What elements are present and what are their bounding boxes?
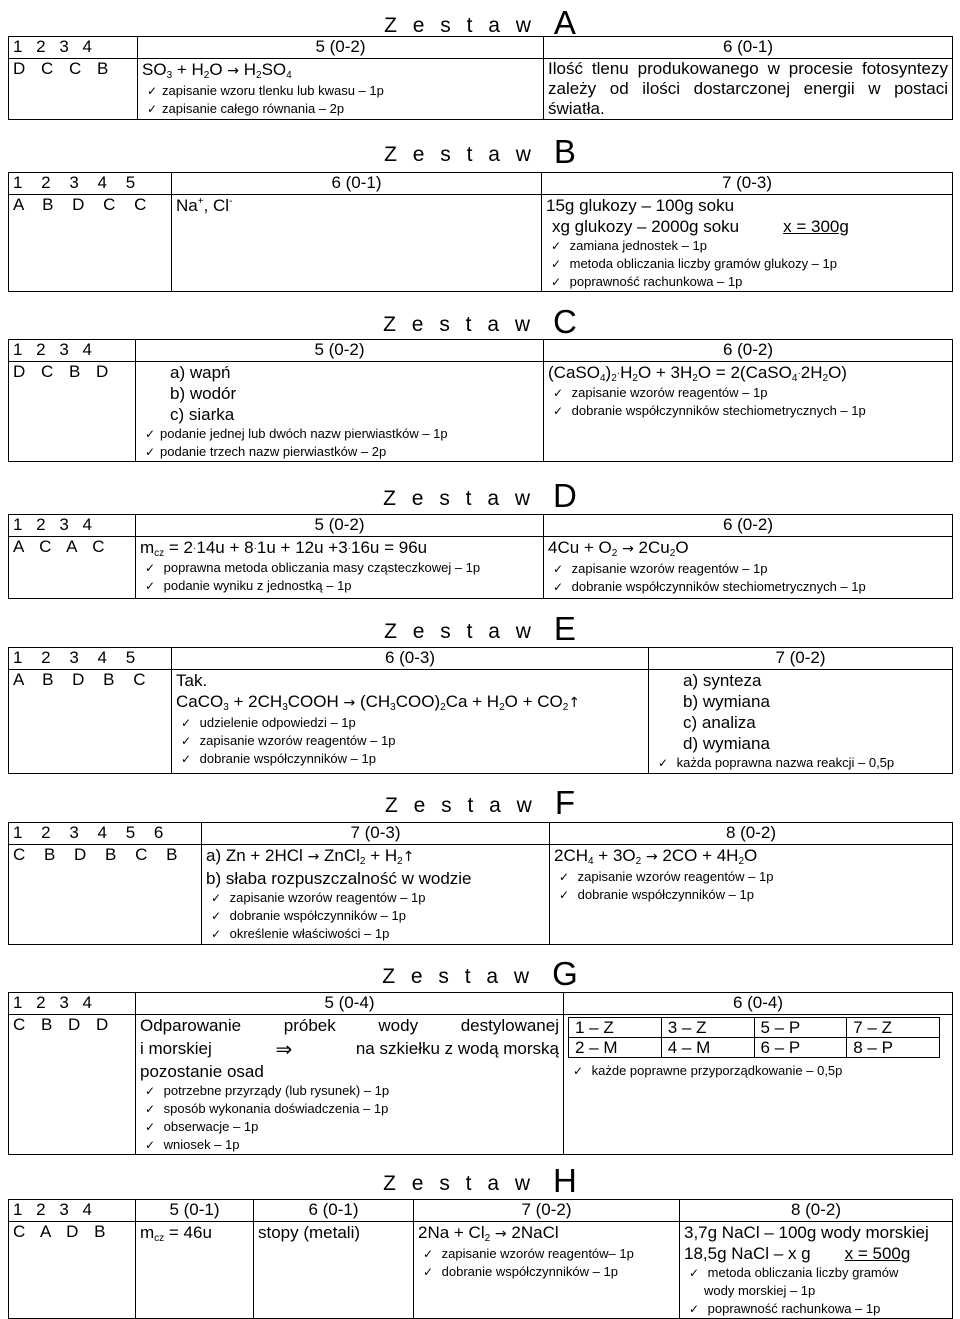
answer-table-d (8, 514, 953, 599)
closed-answers: D C B D (9, 362, 136, 462)
answer-table-b (8, 172, 953, 292)
section-heading-c: Z e s t a w C (383, 303, 577, 340)
section-letter: A (553, 4, 576, 41)
checkmark-icon: ✓ (144, 1120, 156, 1134)
criterion: ✓ podanie wyniku z jednostką – 1p (140, 577, 539, 595)
task5-answer: Odparowanie próbek wody destylowanej i morskiej ⇒ na szkiełku z wodą morską pozostanie osad ✓ potrzebne przyrządy (lub rysunek) – 1p ✓ sposób wykonania doświadczenia – 1p ✓ obserwacje – 1p ✓ wniosek – 1p (136, 1015, 564, 1155)
criterion: ✓ sposób wykonania doświadczenia – 1p (140, 1100, 559, 1118)
checkmark-icon: ✓ (146, 84, 158, 98)
criterion: ✓ podanie jednej lub dwóch nazw pierwiastków – 1p (140, 425, 539, 443)
checkmark-icon: ✓ (558, 870, 570, 884)
task6-header: 6 (0-3) (172, 648, 649, 670)
task5-header: 5 (0-2) (138, 37, 544, 59)
section-letter: B (553, 133, 576, 170)
criterion: ✓ potrzebne przyrządy (lub rysunek) – 1p (140, 1082, 559, 1100)
molar-mass: $m_{cz} = 46u$ (140, 1223, 212, 1244)
criterion: ✓ dobranie współczynników – 1p (176, 750, 644, 768)
closed-answers: A B D C C (9, 195, 172, 292)
equation: $SO_3 + H_2O \to H_2SO_4$ (142, 60, 292, 81)
task6-header: 6 (0-2) (544, 340, 953, 362)
checkmark-icon: ✓ (550, 275, 562, 289)
criterion: ✓ wniosek – 1p (140, 1136, 559, 1154)
keys-header: 1 2 3 4 (9, 340, 136, 362)
checkmark-icon: ✓ (144, 427, 156, 441)
task6-answer (564, 1015, 953, 1155)
checkmark-icon: ✓ (688, 1302, 700, 1316)
section-heading-h: Z e s t a w H (383, 1162, 577, 1199)
grid-cell: 3 – Z (661, 1018, 754, 1038)
closed-answers: C B D D (9, 1015, 136, 1155)
task6-answer (544, 362, 953, 462)
criterion: ✓ metoda obliczania liczby gramów glukozy – 1p (546, 255, 948, 273)
task6-answer: Tak. CaCO$_3$ + $2CH_3COOH \to (CH_3COO)_2Ca + H_2O$ + $CO_2↑$ ✓ udzielenie odpowiedzi – 1p ✓ zapisanie wzorów reagentów – 1p ✓ dobranie współczynników – 1p (172, 670, 649, 774)
criterion: ✓ dobranie współczynników – 1p (206, 907, 545, 925)
section-heading-a: Z e s t a w A (384, 4, 576, 41)
closed-answers: C B D B C B (9, 845, 202, 945)
checkmark-icon: ✓ (144, 1084, 156, 1098)
header-row (9, 340, 953, 362)
task5-answer: a) wapń b) wodór c) siarka ✓ podanie jednej lub dwóch nazw pierwiastków – 1p ✓ podanie trzech nazw pierwiastków – 2p (136, 362, 544, 462)
keys-header: 1 2 3 4 5 (9, 648, 172, 670)
header-row (9, 823, 953, 845)
task6-header: 6 (0-2) (544, 515, 953, 537)
task7-header: 7 (0-2) (649, 648, 953, 670)
checkmark-icon: ✓ (552, 386, 564, 400)
section-heading-e: Z e s t a w E (384, 610, 576, 647)
task7-answer (414, 1222, 680, 1319)
task7-answer: a) synteza b) wymiana c) analiza d) wymiana ✓ każda poprawna nazwa reakcji – 0,5p (649, 670, 953, 774)
criterion: ✓ każda poprawna nazwa reakcji – 0,5p (653, 754, 948, 772)
criterion: ✓ poprawność rachunkowa – 1p (546, 273, 948, 291)
keys-header: 1 2 3 4 (9, 1200, 136, 1222)
checkmark-icon: ✓ (180, 734, 192, 748)
equation: $m_{cz} = 2\cdot 14u + 8\cdot 1u + 12u +3\cdot 16u = 96u$ (140, 538, 428, 559)
closed-answers: A B D B C (9, 670, 172, 774)
keys-header: 1 2 3 4 (9, 515, 136, 537)
implies-arrow-icon: ⇒ (275, 1037, 293, 1061)
checkmark-icon: ✓ (552, 404, 564, 418)
criterion: ✓ dobranie współczynników – 1p (554, 886, 948, 904)
equation: $2Na + Cl_2$ → 2NaCl (418, 1223, 559, 1244)
header-row (9, 37, 953, 59)
checkmark-icon: ✓ (144, 561, 156, 575)
checkmark-icon: ✓ (552, 580, 564, 594)
answer-row (9, 59, 953, 120)
checkmark-icon: ✓ (558, 888, 570, 902)
checkmark-icon: ✓ (550, 239, 562, 253)
criterion: ✓ poprawna metoda obliczania masy cząsteczkowej – 1p (140, 559, 539, 577)
section-heading-f: Z e s t a w F (384, 784, 576, 821)
criterion: ✓ poprawność rachunkowa – 1p (684, 1300, 948, 1318)
header-row (9, 993, 953, 1015)
checkmark-icon: ✓ (180, 752, 192, 766)
section-heading-b: Z e s t a w B (384, 133, 576, 170)
criterion: ✓ zapisanie wzorów reagentów– 1p (418, 1245, 675, 1263)
task5-header: 5 (0-2) (136, 515, 544, 537)
answer-row (9, 195, 953, 292)
criterion: ✓ zapisanie całego równania – 2p (142, 100, 539, 118)
task7-header: 7 (0-3) (202, 823, 550, 845)
criterion: ✓ zapisanie wzorów reagentów – 1p (554, 868, 948, 886)
closed-answers: C A D B (9, 1222, 136, 1319)
checkmark-icon: ✓ (144, 579, 156, 593)
criterion: ✓ dobranie współczynników stechiometrycznych – 1p (548, 402, 948, 420)
keys-header: 1 2 3 4 5 6 (9, 823, 202, 845)
header-row (9, 648, 953, 670)
task6-header: 6 (0-4) (564, 993, 953, 1015)
answer-table-g (8, 992, 953, 1155)
task8-answer (550, 845, 953, 945)
equation: $4Cu + O_2 \to 2Cu_2O$ (548, 538, 689, 559)
task7-answer: 15g glukozy – 100g soku xg glukozy – 2000g soku x = 300g ✓ zamiana jednostek – 1p ✓ metoda obliczania liczby gramów glukozy – 1p ✓ poprawność rachunkowa – 1p (542, 195, 953, 292)
header-row (9, 515, 953, 537)
answer-table-e (8, 647, 953, 774)
task5-header: 5 (0-2) (136, 340, 544, 362)
task7-header: 7 (0-3) (542, 173, 953, 195)
equation: $2CH_4 + 3O_2 \to 2CO + 4H_2O$ (554, 846, 758, 867)
criterion: ✓ zapisanie wzorów reagentów – 1p (548, 384, 948, 402)
checkmark-icon: ✓ (210, 909, 222, 923)
task6-header: 6 (0-1) (254, 1200, 414, 1222)
section-heading-d: Z e s t a w D (383, 477, 577, 514)
grid-cell: 1 – Z (569, 1018, 662, 1038)
checkmark-icon: ✓ (210, 891, 222, 905)
keys-header: 1 2 3 4 (9, 37, 138, 59)
checkmark-icon: ✓ (572, 1064, 584, 1078)
closed-answers: A C A C (9, 537, 136, 599)
task5-answer (136, 1222, 254, 1319)
grid-cell: 5 – P (754, 1018, 847, 1038)
matching-grid (568, 1017, 940, 1058)
answer-row (9, 845, 953, 945)
task8-header: 8 (0-2) (680, 1200, 953, 1222)
task7-answer: a) Zn + 2HCl → ZnCl$_2$ + $H_2↑$ b) słaba rozpuszczalność w wodzie ✓ zapisanie wzorów reagentów – 1p ✓ dobranie współczynników – 1p ✓ określenie właściwości – 1p (202, 845, 550, 945)
checkmark-icon: ✓ (422, 1247, 434, 1261)
header-row (9, 173, 953, 195)
header-row (9, 1200, 953, 1222)
criterion: ✓ każde poprawne przyporządkowanie – 0,5p (568, 1062, 948, 1080)
equation: CaCO$_3$ + $2CH_3COOH \to (CH_3COO)_2Ca + H_2O$ + $CO_2↑$ (176, 692, 581, 713)
grid-cell: 4 – M (661, 1038, 754, 1058)
task5-header: 5 (0-1) (136, 1200, 254, 1222)
task5-header: 5 (0-4) (136, 993, 564, 1015)
answer-table-c (8, 339, 953, 462)
criterion: ✓ zapisanie wzoru tlenku lub kwasu – 1p (142, 82, 539, 100)
section-letter: C (553, 303, 577, 340)
checkmark-icon: ✓ (144, 1138, 156, 1152)
answer-row (9, 537, 953, 599)
equation: $(CaSO_4)_2\cdot H_2O + 3H_2O$ = $2(CaSO_4\cdot 2H_2O)$ (548, 363, 847, 384)
checkmark-icon: ✓ (144, 1102, 156, 1116)
section-letter: F (554, 784, 576, 821)
equation: a) Zn + 2HCl → ZnCl$_2$ + $H_2↑$ (206, 846, 415, 867)
checkmark-icon: ✓ (688, 1266, 700, 1280)
checkmark-icon: ✓ (144, 445, 156, 459)
checkmark-icon: ✓ (552, 562, 564, 576)
criterion: ✓ dobranie współczynników stechiometrycznych – 1p (548, 578, 948, 596)
grid-cell: 2 – M (569, 1038, 662, 1058)
section-letter: D (553, 477, 577, 514)
answer-row (9, 362, 953, 462)
checkmark-icon: ✓ (550, 257, 562, 271)
criterion: ✓ zapisanie wzorów reagentów – 1p (548, 560, 948, 578)
checkmark-icon: ✓ (210, 927, 222, 941)
task6-answer (172, 195, 542, 292)
answer-row (9, 1015, 953, 1155)
task8-answer: 3,7g NaCl – 100g wody morskiej 18,5g NaCl – x g x = 500g ✓ metoda obliczania liczby gramów wody morskiej – 1p ✓ poprawność rachunkowa – 1p (680, 1222, 953, 1319)
criterion: ✓ zamiana jednostek – 1p (546, 237, 948, 255)
criterion: ✓ dobranie współczynników – 1p (418, 1263, 675, 1281)
task7-header: 7 (0-2) (414, 1200, 680, 1222)
task6-answer: stopy (metali) (254, 1222, 414, 1319)
criterion: ✓ obserwacje – 1p (140, 1118, 559, 1136)
task5-answer (138, 59, 544, 120)
checkmark-icon: ✓ (422, 1265, 434, 1279)
section-letter: G (552, 955, 578, 992)
result: x = 500g (844, 1244, 911, 1263)
section-letter: H (553, 1162, 577, 1199)
task6-answer (544, 537, 953, 599)
answer-table-a (8, 36, 953, 120)
task6-header: 6 (0-1) (544, 37, 953, 59)
section-letter: E (553, 610, 576, 647)
checkmark-icon: ✓ (146, 102, 158, 116)
task8-header: 8 (0-2) (550, 823, 953, 845)
grid-cell: 6 – P (754, 1038, 847, 1058)
grid-cell: 8 – P (847, 1038, 940, 1058)
task6-header: 6 (0-1) (172, 173, 542, 195)
task6-answer: Ilość tlenu produkowanego w procesie fotosyntezy zależy od ilości dostarczonej energii w postaci światła. (544, 59, 953, 120)
task5-answer (136, 537, 544, 599)
section-heading-g: Z e s t a w G (382, 955, 578, 992)
criterion: ✓ zapisanie wzorów reagentów – 1p (206, 889, 545, 907)
criterion: ✓ podanie trzech nazw pierwiastków – 2p (140, 443, 539, 461)
result: x = 300g (783, 217, 849, 236)
criterion: ✓ udzielenie odpowiedzi – 1p (176, 714, 644, 732)
checkmark-icon: ✓ (180, 716, 192, 730)
criterion: ✓ określenie właściwości – 1p (206, 925, 545, 943)
keys-header: 1 2 3 4 5 (9, 173, 172, 195)
answer-row (9, 1222, 953, 1319)
answer-table-f (8, 822, 953, 945)
criterion: ✓ metoda obliczania liczby gramów (684, 1264, 948, 1282)
answer-row (9, 670, 953, 774)
keys-header: 1 2 3 4 (9, 993, 136, 1015)
checkmark-icon: ✓ (657, 756, 669, 770)
closed-answers: D C C B (9, 59, 138, 120)
ions: Na+, Cl- (176, 196, 233, 215)
criterion: ✓ zapisanie wzorów reagentów – 1p (176, 732, 644, 750)
grid-cell: 7 – Z (847, 1018, 940, 1038)
answer-table-h (8, 1199, 953, 1319)
